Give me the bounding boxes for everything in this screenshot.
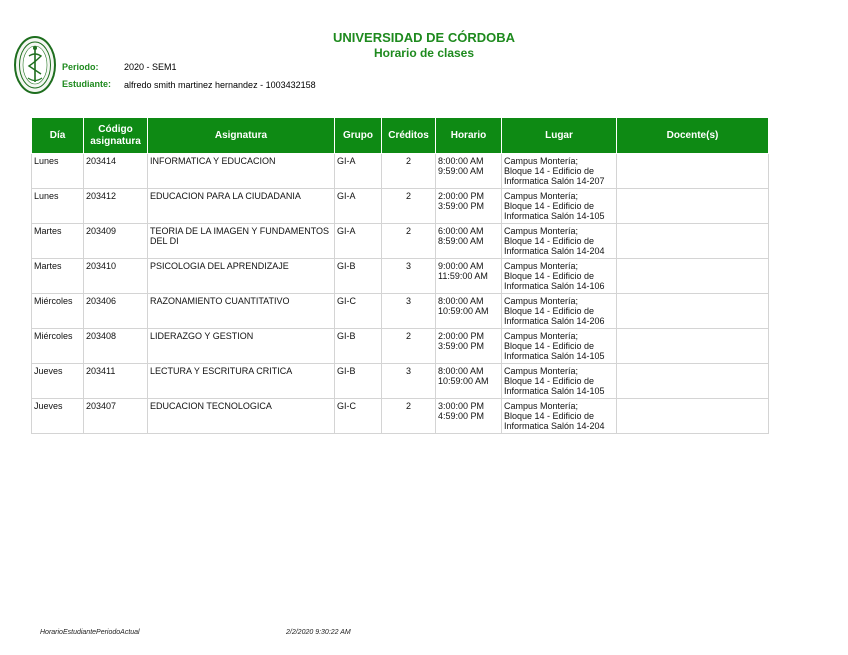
period-label: Periodo: <box>62 62 99 72</box>
horario-start: 2:00:00 PM <box>438 331 485 341</box>
cell-asignatura: INFORMATICA Y EDUCACION <box>148 154 335 189</box>
lugar-line: Informatica Salón 14-207 <box>504 176 605 186</box>
cell-grupo: GI-C <box>335 399 382 434</box>
cell-docentes <box>617 189 769 224</box>
cell-lugar <box>502 224 617 259</box>
cell-docentes <box>617 259 769 294</box>
table-row <box>32 294 769 329</box>
cell-creditos: 3 <box>382 364 436 399</box>
lugar-line: Campus Montería; <box>504 366 579 376</box>
student-label: Estudiante: <box>62 79 112 89</box>
cell-docentes <box>617 154 769 189</box>
horario-end: 11:59:00 AM <box>438 271 488 281</box>
lugar-line: Informatica Salón 14-105 <box>504 386 605 396</box>
lugar-line: Bloque 14 - Edificio de <box>504 306 595 316</box>
report-name: HorarioEstudiantePeriodoActual <box>40 629 140 636</box>
report-timestamp: 2/2/2020 9:30:22 AM <box>286 629 351 636</box>
cell-horario <box>436 329 502 364</box>
cell-dia: Jueves <box>32 399 84 434</box>
cell-grupo: GI-A <box>335 189 382 224</box>
cell-horario <box>436 154 502 189</box>
horario-end: 8:59:00 AM <box>438 236 484 246</box>
cell-lugar <box>502 154 617 189</box>
cell-grupo: GI-B <box>335 259 382 294</box>
cell-creditos: 2 <box>382 329 436 364</box>
cell-docentes <box>617 399 769 434</box>
cell-creditos: 3 <box>382 259 436 294</box>
horario-start: 8:00:00 AM <box>438 366 484 376</box>
lugar-line: Bloque 14 - Edificio de <box>504 236 595 246</box>
lugar-line: Informatica Salón 14-204 <box>504 246 605 256</box>
horario-end: 10:59:00 AM <box>438 306 489 316</box>
cell-docentes <box>617 329 769 364</box>
cell-lugar <box>502 294 617 329</box>
cell-codigo: 203407 <box>84 399 148 434</box>
cell-grupo: GI-A <box>335 224 382 259</box>
lugar-line: Informatica Salón 14-206 <box>504 316 605 326</box>
lugar-line: Campus Montería; <box>504 261 579 271</box>
header-docentes: Docente(s) <box>617 118 769 154</box>
lugar-line: Informatica Salón 14-105 <box>504 211 605 221</box>
header-codigo: Código asignatura <box>84 118 148 154</box>
lugar-line: Bloque 14 - Edificio de <box>504 271 595 281</box>
cell-horario <box>436 294 502 329</box>
lugar-line: Bloque 14 - Edificio de <box>504 341 595 351</box>
cell-asignatura: TEORIA DE LA IMAGEN Y FUNDAMENTOS DEL DI <box>148 224 335 259</box>
cell-lugar <box>502 329 617 364</box>
header-asignatura: Asignatura <box>148 118 335 154</box>
table-body <box>32 154 769 434</box>
cell-horario <box>436 224 502 259</box>
header-lugar: Lugar <box>502 118 617 154</box>
cell-dia: Miércoles <box>32 294 84 329</box>
cell-lugar <box>502 364 617 399</box>
cell-docentes <box>617 364 769 399</box>
cell-lugar <box>502 399 617 434</box>
cell-asignatura: EDUCACION TECNOLOGICA <box>148 399 335 434</box>
cell-creditos: 2 <box>382 189 436 224</box>
cell-horario <box>436 399 502 434</box>
cell-asignatura: RAZONAMIENTO CUANTITATIVO <box>148 294 335 329</box>
cell-dia: Martes <box>32 259 84 294</box>
horario-start: 6:00:00 AM <box>438 226 484 236</box>
cell-asignatura: LECTURA Y ESCRITURA CRITICA <box>148 364 335 399</box>
horario-start: 3:00:00 PM <box>438 401 485 411</box>
cell-asignatura: LIDERAZGO Y GESTION <box>148 329 335 364</box>
header-dia: Día <box>32 118 84 154</box>
horario-end: 4:59:00 PM <box>438 411 485 421</box>
lugar-line: Campus Montería; <box>504 226 579 236</box>
lugar-line: Informatica Salón 14-106 <box>504 281 605 291</box>
university-title: UNIVERSIDAD DE CÓRDOBA <box>332 30 515 45</box>
cell-dia: Jueves <box>32 364 84 399</box>
lugar-line: Bloque 14 - Edificio de <box>504 376 595 386</box>
report-subtitle: Horario de clases <box>373 46 475 60</box>
cell-dia: Lunes <box>32 189 84 224</box>
horario-end: 10:59:00 AM <box>438 376 489 386</box>
table-row <box>32 154 769 189</box>
lugar-line: Informatica Salón 14-204 <box>504 421 605 431</box>
horario-start: 8:00:00 AM <box>438 296 484 306</box>
table-row <box>32 399 769 434</box>
cell-horario <box>436 364 502 399</box>
cell-creditos: 2 <box>382 154 436 189</box>
lugar-line: Campus Montería; <box>504 331 579 341</box>
header-horario: Horario <box>436 118 502 154</box>
cell-creditos: 3 <box>382 294 436 329</box>
table-row <box>32 224 769 259</box>
cell-dia: Miércoles <box>32 329 84 364</box>
table-row <box>32 329 769 364</box>
cell-codigo: 203409 <box>84 224 148 259</box>
horario-start: 2:00:00 PM <box>438 191 485 201</box>
cell-codigo: 203406 <box>84 294 148 329</box>
cell-lugar <box>502 259 617 294</box>
lugar-line: Bloque 14 - Edificio de <box>504 166 595 176</box>
horario-end: 3:59:00 PM <box>438 341 485 351</box>
cell-docentes <box>617 224 769 259</box>
cell-docentes <box>617 294 769 329</box>
table-header-row <box>32 118 769 154</box>
cell-codigo: 203412 <box>84 189 148 224</box>
cell-grupo: GI-C <box>335 294 382 329</box>
cell-asignatura: EDUCACION PARA LA CIUDADANIA <box>148 189 335 224</box>
horario-end: 9:59:00 AM <box>438 166 484 176</box>
cell-horario <box>436 189 502 224</box>
lugar-line: Informatica Salón 14-105 <box>504 351 605 361</box>
horario-start: 8:00:00 AM <box>438 156 484 166</box>
cell-dia: Martes <box>32 224 84 259</box>
cell-creditos: 2 <box>382 224 436 259</box>
lugar-line: Campus Montería; <box>504 191 579 201</box>
cell-codigo: 203414 <box>84 154 148 189</box>
lugar-line: Campus Montería; <box>504 156 579 166</box>
cell-codigo: 203410 <box>84 259 148 294</box>
lugar-line: Bloque 14 - Edificio de <box>504 411 595 421</box>
header-grupo: Grupo <box>335 118 382 154</box>
cell-lugar <box>502 189 617 224</box>
cell-grupo: GI-A <box>335 154 382 189</box>
header-creditos: Créditos <box>382 118 436 154</box>
cell-asignatura: PSICOLOGIA DEL APRENDIZAJE <box>148 259 335 294</box>
horario-start: 9:00:00 AM <box>438 261 484 271</box>
table-row <box>32 364 769 399</box>
table-row <box>32 189 769 224</box>
schedule-table <box>31 117 769 434</box>
horario-end: 3:59:00 PM <box>438 201 485 211</box>
cell-codigo: 203411 <box>84 364 148 399</box>
cell-dia: Lunes <box>32 154 84 189</box>
cell-creditos: 2 <box>382 399 436 434</box>
cell-grupo: GI-B <box>335 329 382 364</box>
table-row <box>32 259 769 294</box>
student-value: alfredo smith martinez hernandez - 1003432158 <box>124 80 316 90</box>
cell-grupo: GI-B <box>335 364 382 399</box>
period-value: 2020 - SEM1 <box>124 62 177 72</box>
cell-codigo: 203408 <box>84 329 148 364</box>
lugar-line: Campus Montería; <box>504 401 579 411</box>
cell-horario <box>436 259 502 294</box>
lugar-line: Bloque 14 - Edificio de <box>504 201 595 211</box>
lugar-line: Campus Montería; <box>504 296 579 306</box>
